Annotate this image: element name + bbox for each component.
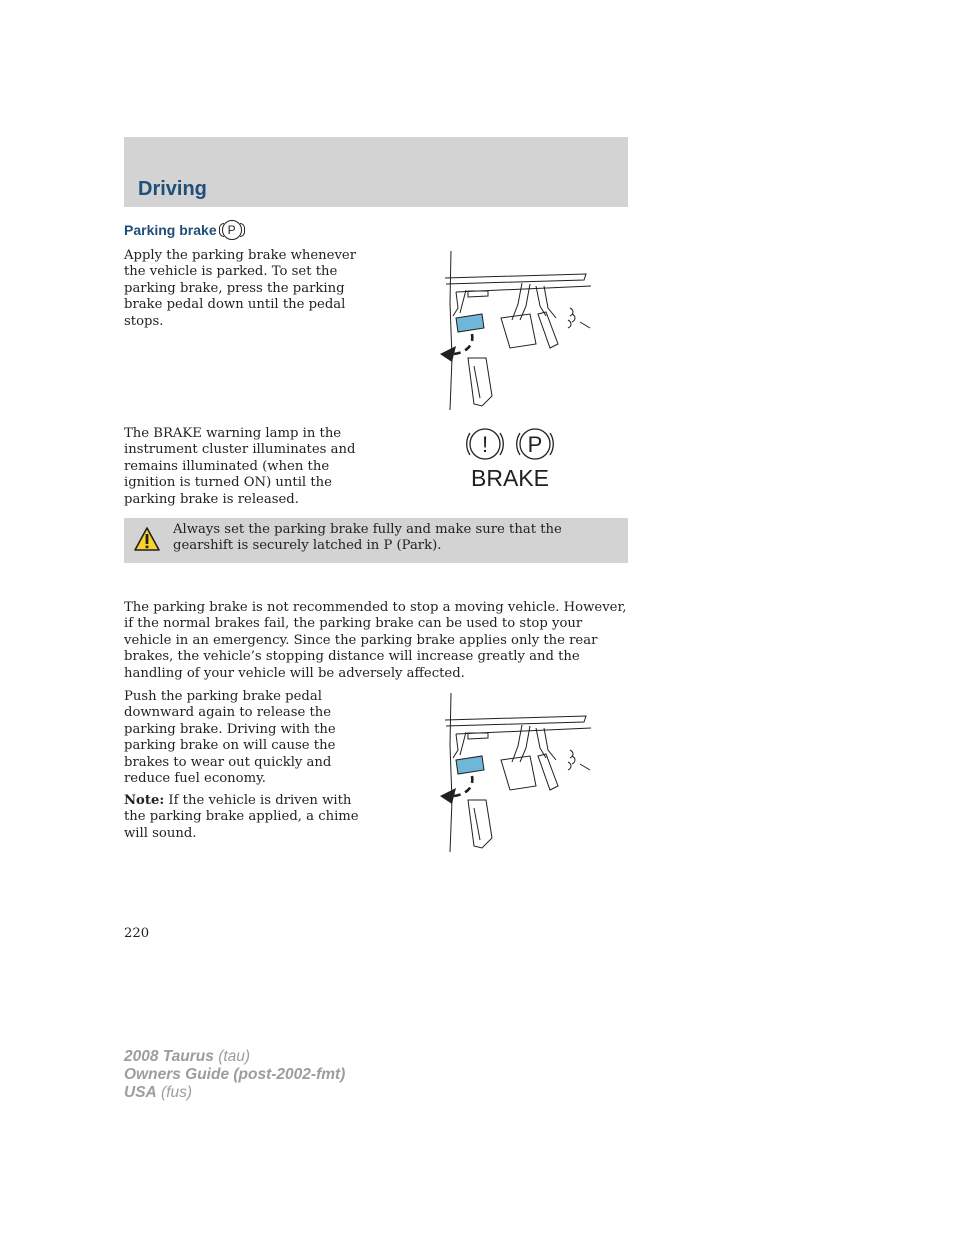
- chime-note: [124, 793, 369, 842]
- warning-text: Always set the parking brake fully and make sure that the gearshift is securely latched in P (Park).: [173, 522, 562, 554]
- apply-parking-brake-text: Apply the parking brake whenever the vehicle is parked. To set the parking brake, press the parking brake pedal down until the pedal stops.: [124, 248, 357, 329]
- footer-model-code: (tau): [213, 1048, 251, 1065]
- parking-brake-heading-text: Parking brake: [124, 222, 217, 238]
- parking-brake-pedal-release-figure: [438, 690, 594, 854]
- brake-lamp-text: The BRAKE warning lamp in the instrument cluster illuminates and remains illuminated (when the ignition is turned ON) until the parking brake is released.: [124, 426, 356, 507]
- warning-box: [124, 518, 628, 563]
- footer-region: USA: [124, 1084, 157, 1101]
- page-number: 220: [124, 926, 150, 941]
- release-brake-text: Push the parking brake pedal downward again to release the parking brake. Driving with the parking brake on will cause the brakes to wear out quickly and reduce fuel economy.: [124, 689, 336, 787]
- footer-guide-line: [124, 1066, 345, 1084]
- footer-guide: Owners Guide (post-2002-fmt): [124, 1066, 346, 1083]
- parking-brake-pedal-apply-figure: [438, 248, 594, 412]
- document-footer: [124, 1048, 345, 1102]
- footer-model: 2008 Taurus: [124, 1048, 214, 1065]
- lamp-exclaim-glyph: !: [481, 432, 489, 457]
- footer-region-code: (fus): [156, 1084, 193, 1101]
- section-title: Driving: [138, 178, 207, 200]
- parking-brake-symbol-icon: [222, 220, 242, 240]
- footer-region-line: [124, 1084, 345, 1102]
- parking-brake-heading: [124, 220, 242, 240]
- lamp-brake-label: BRAKE: [471, 465, 549, 491]
- note-label: Note:: [124, 793, 165, 808]
- lamp-p-glyph: P: [527, 432, 543, 457]
- not-recommended-text: The parking brake is not recommended to stop a moving vehicle. However, if the normal brakes fail, the parking brake can be used to stop your vehicle in an emergency. Since the parking brake applies only the rear brakes, the vehicle’s stopping distance will increase greatly and the handling of your vehicle will be adversely affected.: [124, 600, 627, 681]
- parking-brake-symbol-letter: P: [227, 223, 236, 237]
- note-text: If the vehicle is driven with the parking brake applied, a chime will sound.: [124, 793, 359, 841]
- brake-warning-lamp-figure: [462, 424, 560, 492]
- footer-model-line: [124, 1048, 345, 1066]
- section-header-band: [124, 137, 628, 207]
- warning-triangle-icon: [133, 526, 161, 552]
